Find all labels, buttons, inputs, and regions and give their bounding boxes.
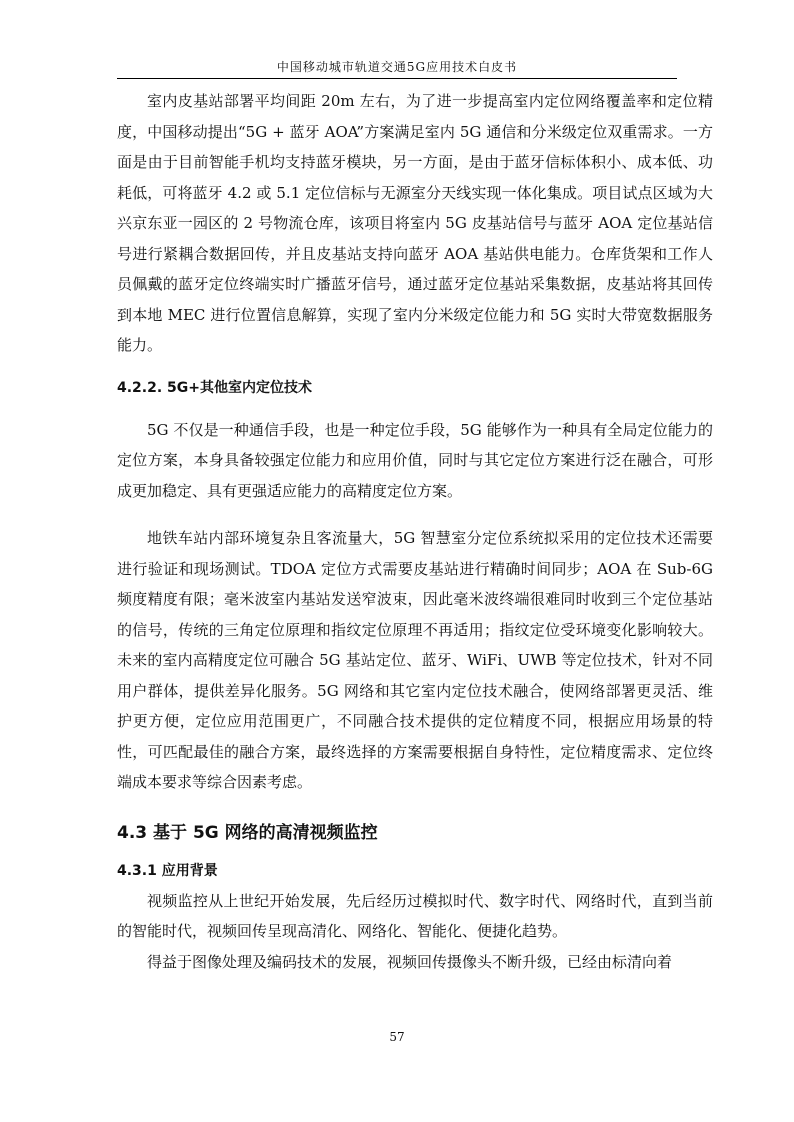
paragraph-metro-indoor-positioning: 地铁车站内部环境复杂且客流量大，5G 智慧室分定位系统拟采用的定位技术还需要进行验证和现场测试。TDOA 定位方式需要皮基站进行精确时间同步；AOA 在 Sub-6G 频度精度有限；毫米波室内基站发送窄波束，因此毫米波终端很难同时收到三个定位基站的信号，传统的三角定位原理和指纹定位原理不再适用；指纹定位受环境变化影响较大。未来的室内高精度定位可融合 5G 基站定位、蓝牙、WiFi、UWB 等定位技术，针对不同用户群体，提供差异化服务。5G 网络和其它室内定位技术融合，使网络部署更灵活、维护更方便，定位应用范围更广，不同融合技术提供的定位精度不同，根据应用场景的特性，可匹配最佳的融合方案，最终选择的方案需要根据自身特性，定位精度需求、定位终端成本要求等综合因素考虑。 [117,529,713,791]
header-rule [117,78,677,79]
paragraph-5g-bluetooth-aoa: 室内皮基站部署平均间距 20m 左右，为了进一步提高室内定位网络覆盖率和定位精度，中国移动提出“5G + 蓝牙 AOA”方案满足室内 5G 通信和分米级定位双重需求。一方面是由于目前智能手机均支持蓝牙模块，另一方面，是由于蓝牙信标体积小、成本低、功耗低，可将蓝牙 4.2 或 5.1 定位信标与无源室分天线实现一体化集成。项目试点区域为大兴京东亚一园区的 2 号物流仓库，该项目将室内 5G 皮基站信号与蓝牙 AOA 定位基站信号进行紧耦合数据回传，并且皮基站支持向蓝牙 AOA 基站供电能力。仓库货架和工作人员佩戴的蓝牙定位终端实时广播蓝牙信号，通过蓝牙定位基站采集数据，皮基站将其回传到本地 MEC 进行位置信息解算，实现了室内分米级定位能力和 5G 实时大带宽数据服务能力。 [117,92,713,354]
page-number: 57 [389,1030,405,1044]
section-heading-4-3: 4.3 基于 5G 网络的高清视频监控 [117,822,378,843]
running-header: 中国移动城市轨道交通5G应用技术白皮书 [276,60,518,74]
section-heading-4-2-2: 4.2.2. 5G+其他室内定位技术 [117,379,313,396]
paragraph-gap [117,506,713,523]
paragraph-video-surveillance-history: 视频监控从上世纪开始发展，先后经历过模拟时代、数字时代、网络时代，直到当前的智能时代，视频回传呈现高清化、网络化、智能化、便捷化趋势。 [117,891,713,940]
paragraph-image-processing: 得益于图像处理及编码技术的发展，视频回传摄像头不断升级，已经由标清向着 [147,952,673,971]
paragraph-5g-positioning-capability: 5G 不仅是一种通信手段，也是一种定位手段，5G 能够作为一种具有全局定位能力的定位方案，本身具备较强定位能力和应用价值，同时与其它定位方案进行泛在融合，可形成更加稳定、具有更强适应能力的高精度定位方案。 [117,420,713,500]
section-heading-4-3-1: 4.3.1 应用背景 [117,862,218,879]
page-body [117,86,713,977]
